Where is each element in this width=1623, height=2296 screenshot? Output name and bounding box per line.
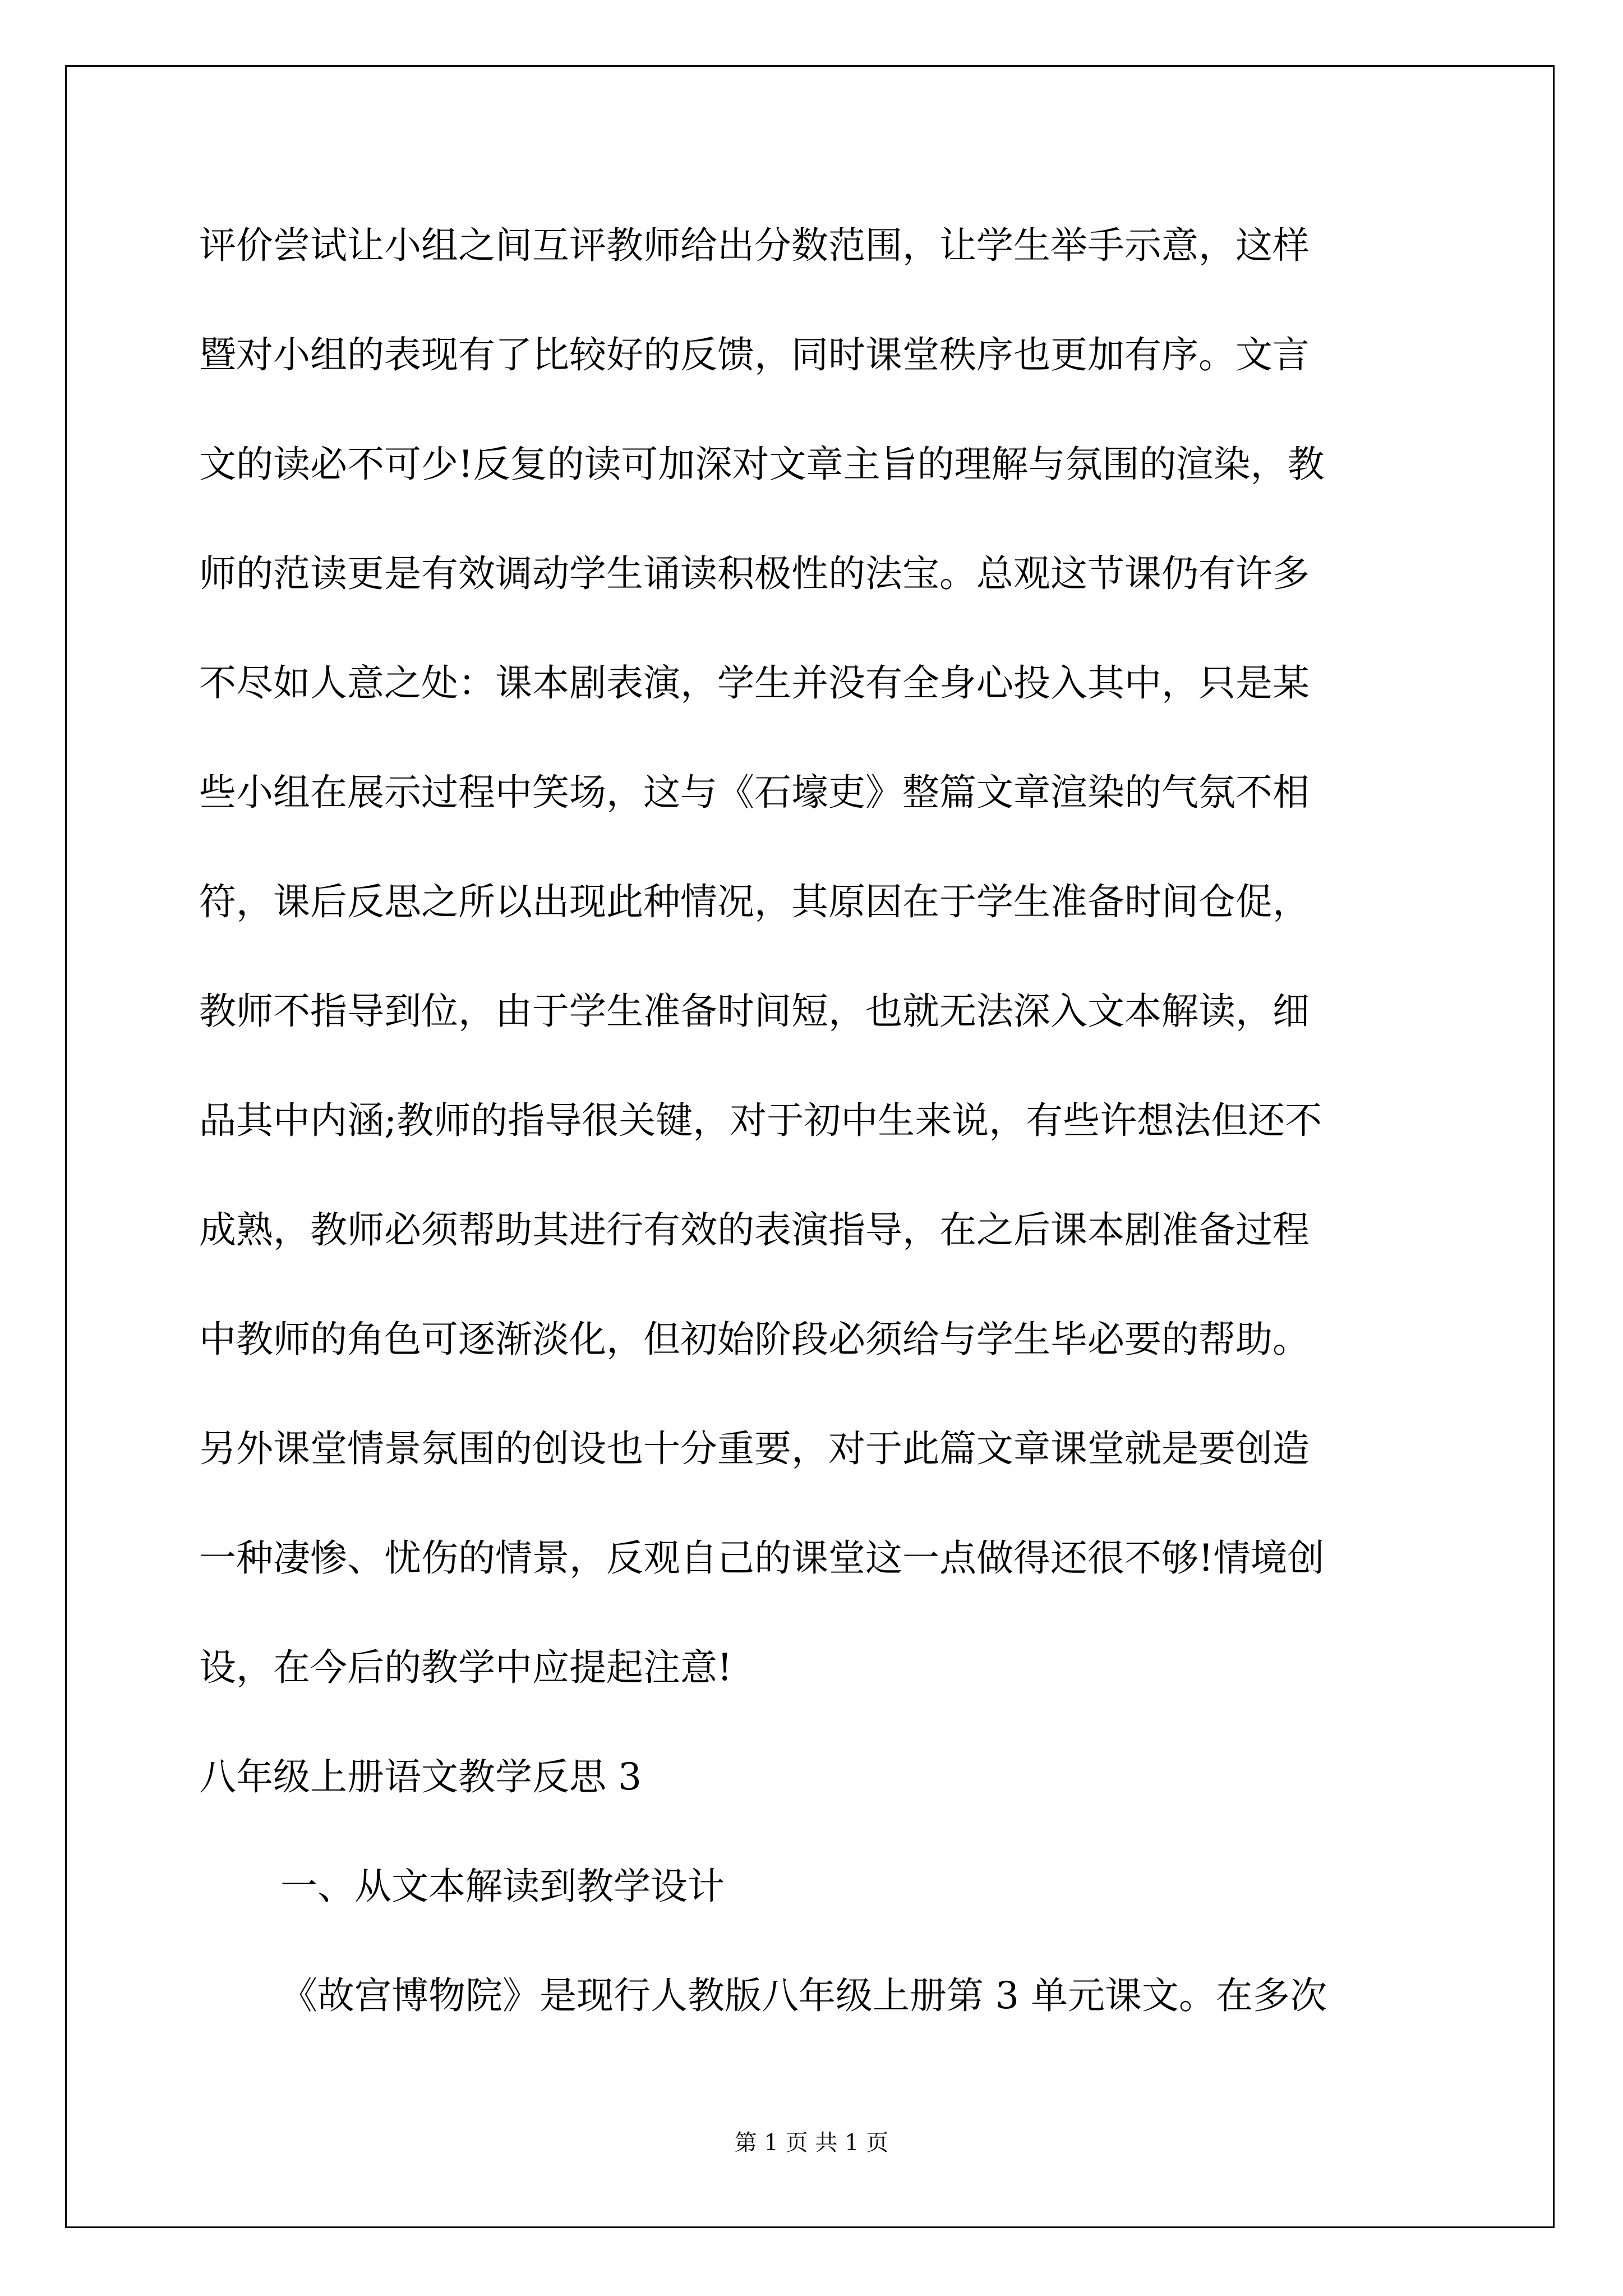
paragraph-line: 师的范读更是有效调动学生诵读积极性的法宝。总观这节课仍有许多	[199, 552, 1310, 595]
paragraph-line: 品其中内涵;教师的指导很关键，对于初中生来说，有些许想法但还不	[199, 1099, 1322, 1142]
paragraph-line: 教师不指导到位，由于学生准备时间短，也就无法深入文本解读，细	[199, 990, 1310, 1033]
paragraph-line: 一种凄惨、忧伤的情景，反观自己的课堂这一点做得还很不够!情境创	[199, 1536, 1325, 1580]
paragraph-line: 符，课后反思之所以出现此种情况，其原因在于学生准备时间仓促，	[199, 880, 1310, 923]
paragraph-line: 些小组在展示过程中笑场，这与《石壕吏》整篇文章渲染的气氛不相	[199, 771, 1310, 814]
paragraph-line: 成熟，教师必须帮助其进行有效的表演指导，在之后课本剧准备过程	[199, 1208, 1310, 1251]
paragraph-line: 设，在今后的教学中应提起注意!	[199, 1646, 732, 1689]
paragraph-line: 中教师的角色可逐渐淡化，但初始阶段必须给与学生毕必要的帮助。	[199, 1318, 1310, 1361]
page-footer: 第 1 页 共 1 页	[734, 2130, 889, 2156]
paragraph-line: 评价尝试让小组之间互评教师给出分数范围，让学生举手示意，这样	[199, 224, 1310, 267]
paragraph-line: 文的读必不可少!反复的读可加深对文章主旨的理解与氛围的渲染，教	[199, 443, 1325, 486]
paragraph-line: 不尽如人意之处：课本剧表演，学生并没有全身心投入其中，只是某	[199, 661, 1310, 705]
paragraph-line: 另外课堂情景氛围的创设也十分重要，对于此篇文章课堂就是要创造	[199, 1427, 1310, 1470]
section-title: 八年级上册语文教学反思 3	[199, 1755, 642, 1798]
paragraph-line: 《故宫博物院》是现行人教版八年级上册第 3 单元课文。在多次	[280, 1974, 1327, 2017]
subheading: 一、从文本解读到教学设计	[280, 1865, 725, 1908]
paragraph-line: 暨对小组的表现有了比较好的反馈，同时课堂秩序也更加有序。文言	[199, 333, 1310, 376]
